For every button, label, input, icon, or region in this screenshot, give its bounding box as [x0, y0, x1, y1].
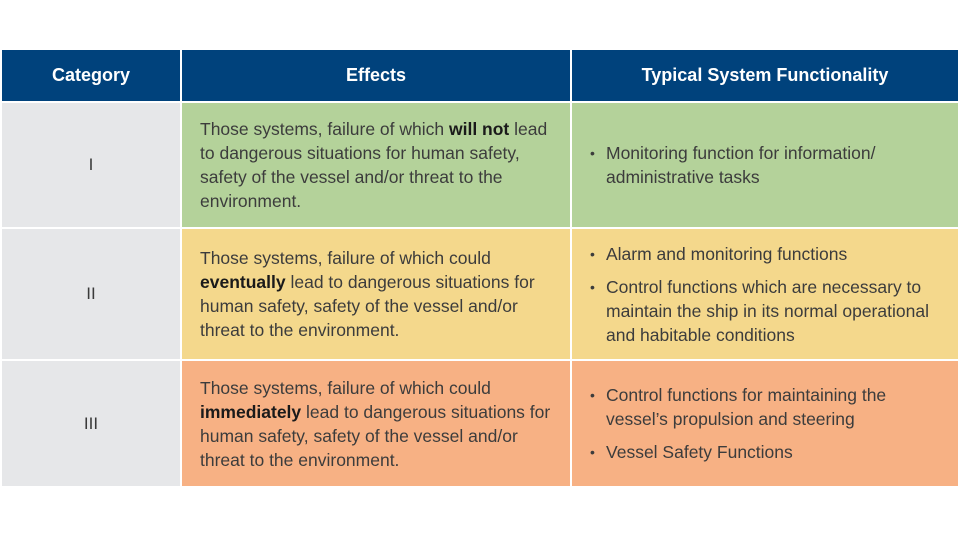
functions-cell-3	[572, 361, 958, 486]
function-item: • Control functions for maintaining the vessel’s propulsion and steering	[590, 383, 946, 431]
effects-text-post: lead to dangerous situations for human safety, safety of the vessel and/or threat to the environment.	[200, 272, 535, 340]
function-item: • Monitoring function for information/ administrative tasks	[590, 141, 946, 189]
functions-cell-2	[572, 229, 958, 359]
effects-text	[200, 376, 556, 472]
effects-text-bold: immediately	[200, 401, 302, 422]
functions-list	[590, 141, 946, 189]
category-cell-2: II	[2, 229, 180, 359]
function-item: • Control functions which are necessary to maintain the ship in its normal operational and habitable conditions	[590, 275, 946, 347]
effects-cell-2	[182, 229, 570, 359]
header-category: Category	[2, 50, 180, 101]
function-item: • Vessel Safety Functions	[590, 440, 946, 464]
effects-text	[200, 246, 556, 342]
header-functionality: Typical System Functionality	[572, 50, 958, 101]
effects-text-post: lead to dangerous situations for human safety, safety of the vessel and/or threat to the environment.	[200, 119, 548, 211]
effects-text-post: lead to dangerous situations for human safety, safety of the vessel and/or threat to the environment.	[200, 401, 551, 470]
function-item: • Alarm and monitoring functions	[590, 242, 946, 266]
effects-cell-1	[182, 103, 570, 227]
functions-cell-1	[572, 103, 958, 227]
effects-text-pre: Those systems, failure of which could	[200, 377, 491, 398]
effects-text-bold: will not	[448, 119, 510, 139]
functions-list	[590, 242, 946, 347]
category-table	[2, 50, 958, 486]
header-effects: Effects	[182, 50, 570, 101]
functions-list	[590, 383, 946, 464]
effects-text-bold: eventually	[200, 272, 286, 292]
effects-text	[200, 117, 556, 213]
category-cell-1: I	[2, 103, 180, 227]
effects-cell-3	[182, 361, 570, 486]
category-cell-3: III	[2, 361, 180, 486]
effects-text-pre: Those systems, failure of which could	[200, 248, 491, 268]
effects-text-pre: Those systems, failure of which	[200, 119, 449, 139]
